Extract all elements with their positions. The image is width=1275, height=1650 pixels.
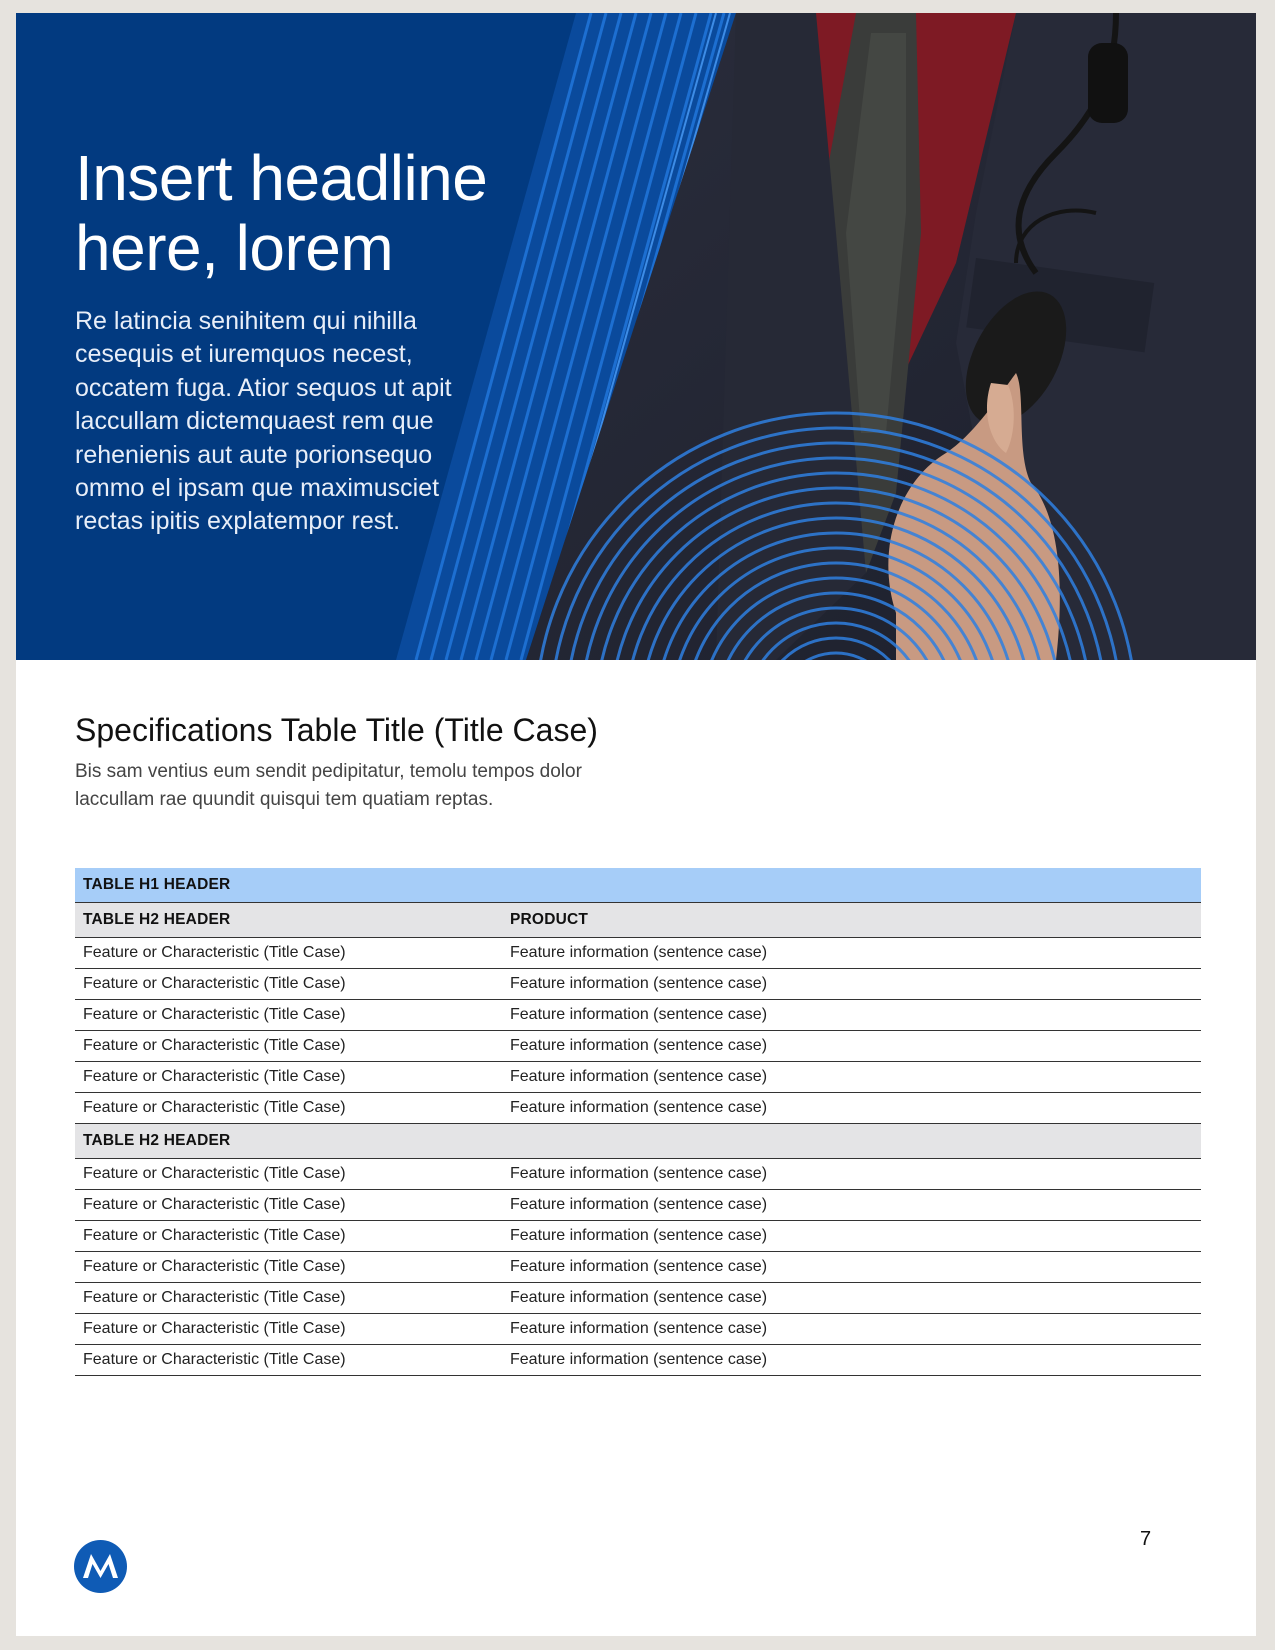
hero-headline — [75, 143, 515, 283]
info-cell: Feature information (sentence case) — [510, 1068, 768, 1085]
info-cell: Feature information (sentence case) — [510, 1165, 768, 1182]
feature-cell: Feature or Characteristic (Title Case) — [83, 1165, 346, 1182]
info-cell: Feature information (sentence case) — [510, 1351, 768, 1368]
table-h2-header-label: TABLE H2 HEADER — [83, 911, 231, 928]
table-row — [75, 1221, 1201, 1252]
feature-cell: Feature or Characteristic (Title Case) — [83, 1037, 346, 1054]
hero-banner — [16, 13, 1256, 660]
feature-cell: Feature or Characteristic (Title Case) — [83, 1289, 346, 1306]
feature-cell: Feature or Characteristic (Title Case) — [83, 1351, 346, 1368]
info-cell: Feature information (sentence case) — [510, 975, 768, 992]
feature-cell: Feature or Characteristic (Title Case) — [83, 1258, 346, 1275]
motorola-logo-icon — [74, 1540, 127, 1593]
feature-cell: Feature or Characteristic (Title Case) — [83, 1006, 346, 1023]
table-row — [75, 1190, 1201, 1221]
table-row — [75, 1093, 1201, 1124]
table-product-header: PRODUCT — [510, 911, 589, 928]
info-cell: Feature information (sentence case) — [510, 1099, 768, 1116]
table-row — [75, 1252, 1201, 1283]
table-row — [75, 1314, 1201, 1345]
page — [16, 13, 1256, 1636]
table-row — [75, 1062, 1201, 1093]
table-row — [75, 938, 1201, 969]
feature-cell: Feature or Characteristic (Title Case) — [83, 1227, 346, 1244]
info-cell: Feature information (sentence case) — [510, 1227, 768, 1244]
feature-cell: Feature or Characteristic (Title Case) — [83, 944, 346, 961]
feature-cell: Feature or Characteristic (Title Case) — [83, 1196, 346, 1213]
feature-cell: Feature or Characteristic (Title Case) — [83, 1099, 346, 1116]
spec-table-description: Bis sam ventius eum sendit pedipitatur, temolu tempos dolor laccullam rae quundit quisqui tem quatiam reptas. — [75, 761, 582, 810]
info-cell: Feature information (sentence case) — [510, 1258, 768, 1275]
table-row — [75, 1159, 1201, 1190]
hero-headline-line2: here, lorem — [75, 212, 394, 284]
info-cell: Feature information (sentence case) — [510, 1289, 768, 1306]
spec-table — [75, 868, 1201, 1376]
table-h2-header — [75, 1124, 1201, 1159]
info-cell: Feature information (sentence case) — [510, 1320, 768, 1337]
info-cell: Feature information (sentence case) — [510, 1006, 768, 1023]
table-h2-header-label: TABLE H2 HEADER — [83, 1132, 231, 1149]
table-row — [75, 1283, 1201, 1314]
page-number: 7 — [1140, 1528, 1152, 1550]
info-cell: Feature information (sentence case) — [510, 944, 768, 961]
hero-body-text: Re latincia senihitem qui nihilla cesequis et iuremquos necest, occatem fuga. Atior sequos ut apit laccullam dictemquaest rem que rehenienis aut aute porionsequo ommo el ipsam que maximusciet rectas ipitis explatempor rest. — [75, 307, 452, 536]
feature-cell: Feature or Characteristic (Title Case) — [83, 975, 346, 992]
hero-text — [75, 143, 515, 539]
table-h2-header — [75, 903, 1201, 938]
table-row — [75, 1345, 1201, 1376]
info-cell: Feature information (sentence case) — [510, 1196, 768, 1213]
table-row — [75, 969, 1201, 1000]
spec-table-title: Specifications Table Title (Title Case) — [75, 712, 598, 748]
feature-cell: Feature or Characteristic (Title Case) — [83, 1320, 346, 1337]
table-h1-header-label: TABLE H1 HEADER — [83, 876, 231, 893]
table-row — [75, 1000, 1201, 1031]
table-h1-header — [75, 868, 1201, 903]
table-row — [75, 1031, 1201, 1062]
feature-cell: Feature or Characteristic (Title Case) — [83, 1068, 346, 1085]
info-cell: Feature information (sentence case) — [510, 1037, 768, 1054]
hero-headline-line1: Insert headline — [75, 142, 488, 214]
